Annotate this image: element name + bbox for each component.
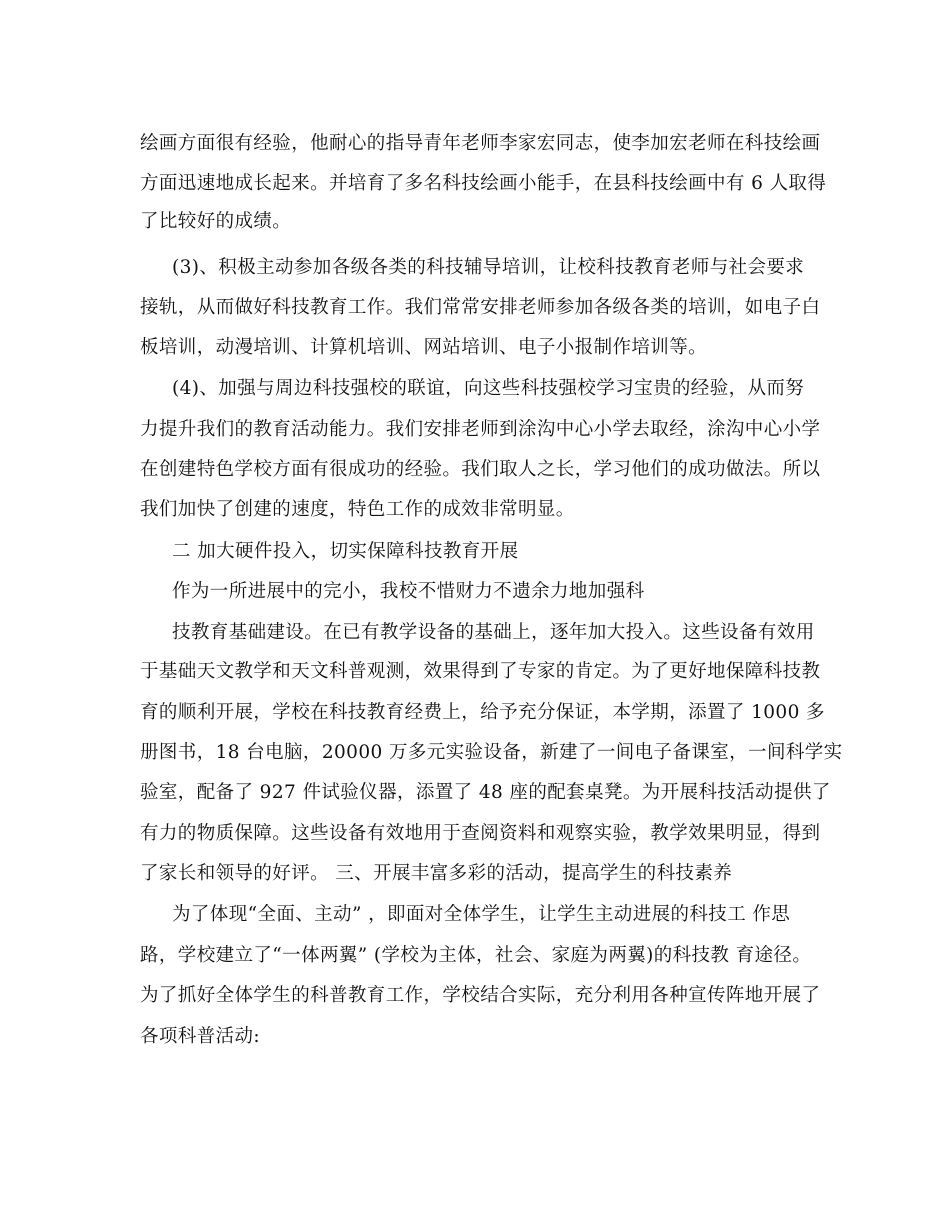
paragraph-line: (4)、加强与周边科技强校的联谊，向这些科技强校学习宝贵的经验，从而努 [172, 378, 805, 399]
paragraph-line: 各项科普活动: [140, 1026, 261, 1047]
paragraph-line: 验室，配备了 927 件试验仪器，添置了 48 座的配套桌凳。为开展科技活动提供了 [140, 782, 831, 803]
paragraph-line: (3)、积极主动参加各级各类的科技辅导培训，让校科技教育老师与社会要求 [172, 257, 805, 278]
paragraph-line: 于基础天文教学和天文科普观测，效果得到了专家的肯定。为了更好地保障科技教 [140, 661, 821, 682]
paragraph-line: 力提升我们的教育活动能力。我们安排老师到涂沟中心小学去取经，涂沟中心小学 [140, 419, 821, 440]
paragraph-line: 板培训，动漫培训、计算机培训、网站培训、电子小报制作培训等。 [140, 337, 708, 358]
paragraph-line: 了家长和领导的好评。 三、开展丰富多彩的活动，提高学生的科技素养 [140, 863, 733, 884]
paragraph-line: 技教育基础建设。在已有教学设备的基础上，逐年加大投入。这些设备有效用 [172, 622, 815, 643]
paragraph-line: 在创建特色学校方面有很成功的经验。我们取人之长，学习他们的成功做法。所以 [140, 459, 821, 480]
paragraph-line: 路，学校建立了“一体两翼” (学校为主体，社会、家庭为两翼)的科技教 育途径。 [140, 945, 812, 966]
paragraph-line: 有力的物质保障。这些设备有效地用于查阅资料和观察实验，教学效果明显，得到 [140, 823, 821, 844]
paragraph-line: 绘画方面很有经验，他耐心的指导青年老师李家宏同志，使李加宏老师在科技绘画 [140, 133, 821, 154]
paragraph-line: 育的顺利开展，学校在科技教育经费上，给予充分保证，本学期，添置了 1000 多 [140, 702, 825, 723]
paragraph-line: 为了体现“全面、主动” ，即面对全体学生，让学生主动进展的科技工 作思 [172, 904, 791, 925]
paragraph-line: 册图书，18 台电脑，20000 万多元实验设备，新建了一间电子备课室，一间科学实 [140, 742, 843, 763]
section-heading: 二 加大硬件投入，切实保障科技教育开展 [172, 541, 519, 562]
paragraph-line: 为了抓好全体学生的科普教育工作，学校结合实际，充分利用各种宣传阵地开展了 [140, 985, 821, 1006]
paragraph-line: 方面迅速地成长起来。并培育了多名科技绘画小能手，在县科技绘画中有 6 人取得 [140, 173, 827, 194]
paragraph-line: 接轨，从而做好科技教育工作。我们常常安排老师参加各级各类的培训，如电子白 [140, 297, 821, 318]
paragraph-line: 我们加快了创建的速度，特色工作的成效非常明显。 [140, 499, 575, 520]
paragraph-line: 了比较好的成绩。 [140, 211, 292, 232]
paragraph-line: 作为一所进展中的完小，我校不惜财力不遗余力地加强科 [172, 581, 645, 602]
